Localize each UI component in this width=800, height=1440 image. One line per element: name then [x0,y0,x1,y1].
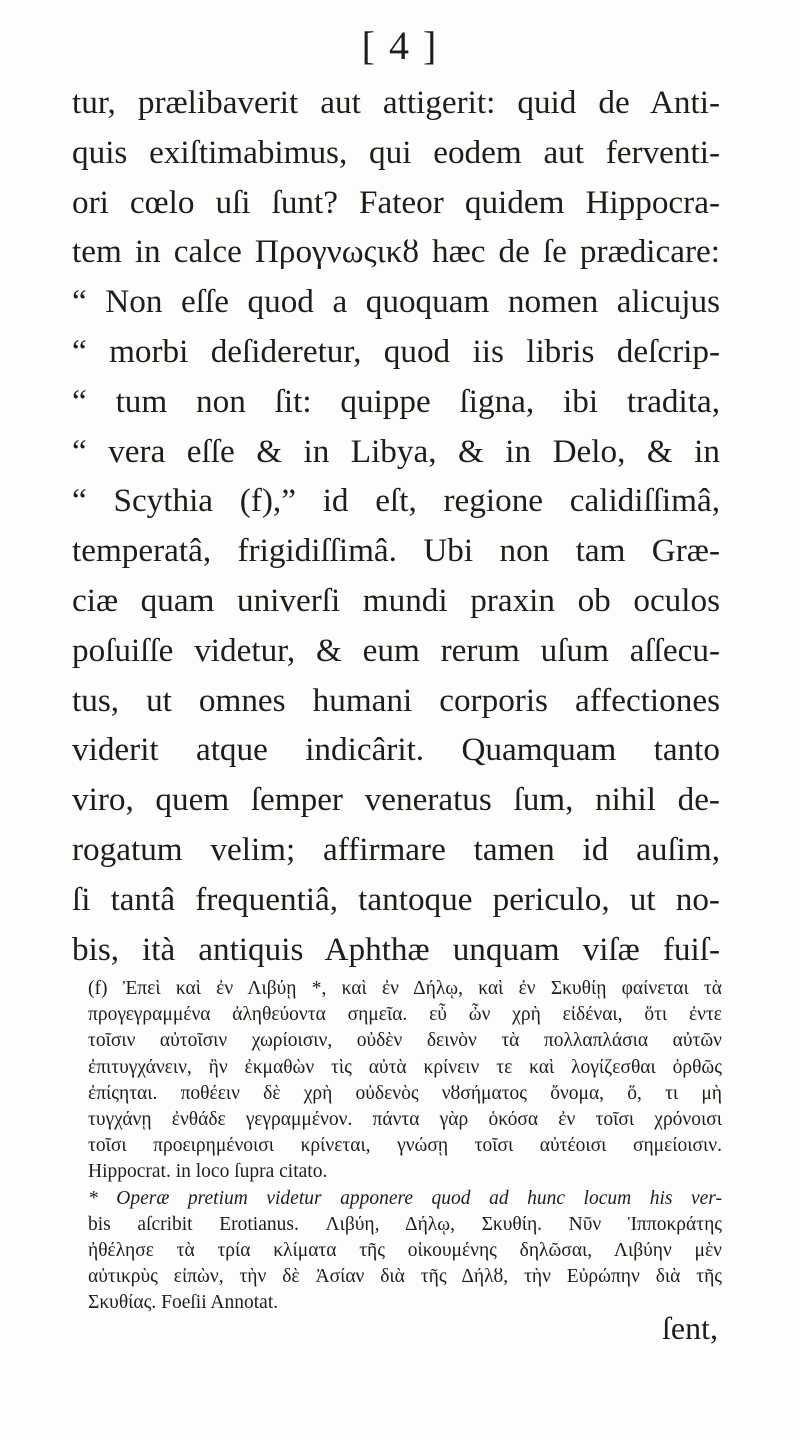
text-line: quis exiſtimabimus, qui eodem aut ferventi- [72,133,720,171]
page-number: [ 4 ] [361,23,439,68]
text-line: “ Non eſſe quod a quoquam nomen alicujus [72,283,720,321]
text-line: bis, ità antiquis Aphthæ unquam viſæ fuiſ- [72,930,720,968]
text-line: “ Scythia (f),” id eſt, regione calidiſſimâ, [72,482,720,520]
footnote-line: ἐπιτυγχάνειν, ἢν ἐκμαθὼν τὶς αὐτὰ κρίνειν τε καὶ λογίζεσθαι ὀρθῶς [88,1056,722,1078]
text-line: “ vera eſſe & in Libya, & in Delo, & in [72,432,720,470]
text-line: viderit atque indicârit. Quamquam tanto [72,731,720,769]
text-line: viro, quem ſemper veneratus ſum, nihil de- [72,781,720,819]
text-line: “ tum non ſit: quippe ſigna, ibi tradita, [72,382,720,420]
text-line: tem in calce Προγνωςικȣ hæc de ſe prædicare: [72,233,720,271]
footnote-line: (f) Ἐπεὶ καὶ ἐν Λιβύῃ *, καὶ ἐν Δήλῳ, καὶ ἐν Σκυθίῃ φαίνεται τὰ [88,978,722,999]
text-line: tus, ut omnes humani corporis affectiones [72,681,720,719]
text-line: ſi tantâ frequentiâ, tantoque periculo, ut no- [72,880,720,918]
catchword: ſent, [662,1310,718,1346]
footnote-line: ἐπίςηται. ποθέειν δὲ χρὴ οὐδενὸς νȣσήματος ὄνομα, ὅ, τι μὴ [88,1082,722,1104]
footnote-line: προγεγραμμένα ἀληθεύοντα σημεῖα. εὖ ὦν χρὴ εἰδέναι, ὅτι ἐντε [88,1004,722,1026]
text-line: ori cœlo uſi ſunt? Fateor quidem Hippocra- [72,183,720,221]
footnote-line: bis aſcribit Erotianus. Λιβύη, Δήλῳ, Σκυθίη. Νῦν Ἱπποκράτης [88,1213,722,1235]
footnotes [88,976,722,1317]
footnote-line: τοῖσι προειρημένοισι κρίνεται, γνώσῃ τοῖσι αὐτέοισι σημείοισιν. [88,1135,722,1157]
footnote-line: αὐτικρὺς εἰπὼν, τὴν δὲ Ἀσίαν διὰ τῆς Δήλȣ, τὴν Εὐρώπην διὰ τῆς [88,1266,722,1288]
footnote-line: ἠθέλησε τὰ τρία κλίματα τῆς οἰκουμένης δηλῶσαι, Λιβύην μὲν [88,1240,722,1262]
footnote-citation: Σκυθίας. Foeſii Annotat. [88,1292,279,1314]
text-line: tur, prælibaverit aut attigerit: quid de Anti- [72,84,720,121]
footnote-citation: Hippocrat. in loco ſupra citato. [88,1161,328,1183]
text-line: poſuiſſe videtur, & eum rerum uſum aſſecu- [72,631,720,669]
main-text [72,78,720,974]
text-line: temperatâ, frigidiſſimâ. Ubi non tam Græ- [72,532,720,570]
text-line: ciæ quam univerſi mundi praxin ob oculos [72,581,720,619]
text-line: rogatum velim; affirmare tamen id auſim, [72,830,720,868]
text-line: “ morbi deſideretur, quod iis libris deſcrip- [72,332,720,370]
footnote-line: τυγχάνῃ ἐνθάδε γεγραμμένον. πάντα γὰρ ὁκόσα ἐν τοῖσι χρόνοισι [88,1109,722,1131]
footnote-line: * Operæ pretium videtur apponere quod ad hunc locum his ver- [88,1187,722,1209]
footnote-line: τοῖσιν αὐτοῖσιν χωρίοισιν, οὐδὲν δεινὸν τὰ πολλαπλάσια αὐτῶν [88,1030,722,1052]
